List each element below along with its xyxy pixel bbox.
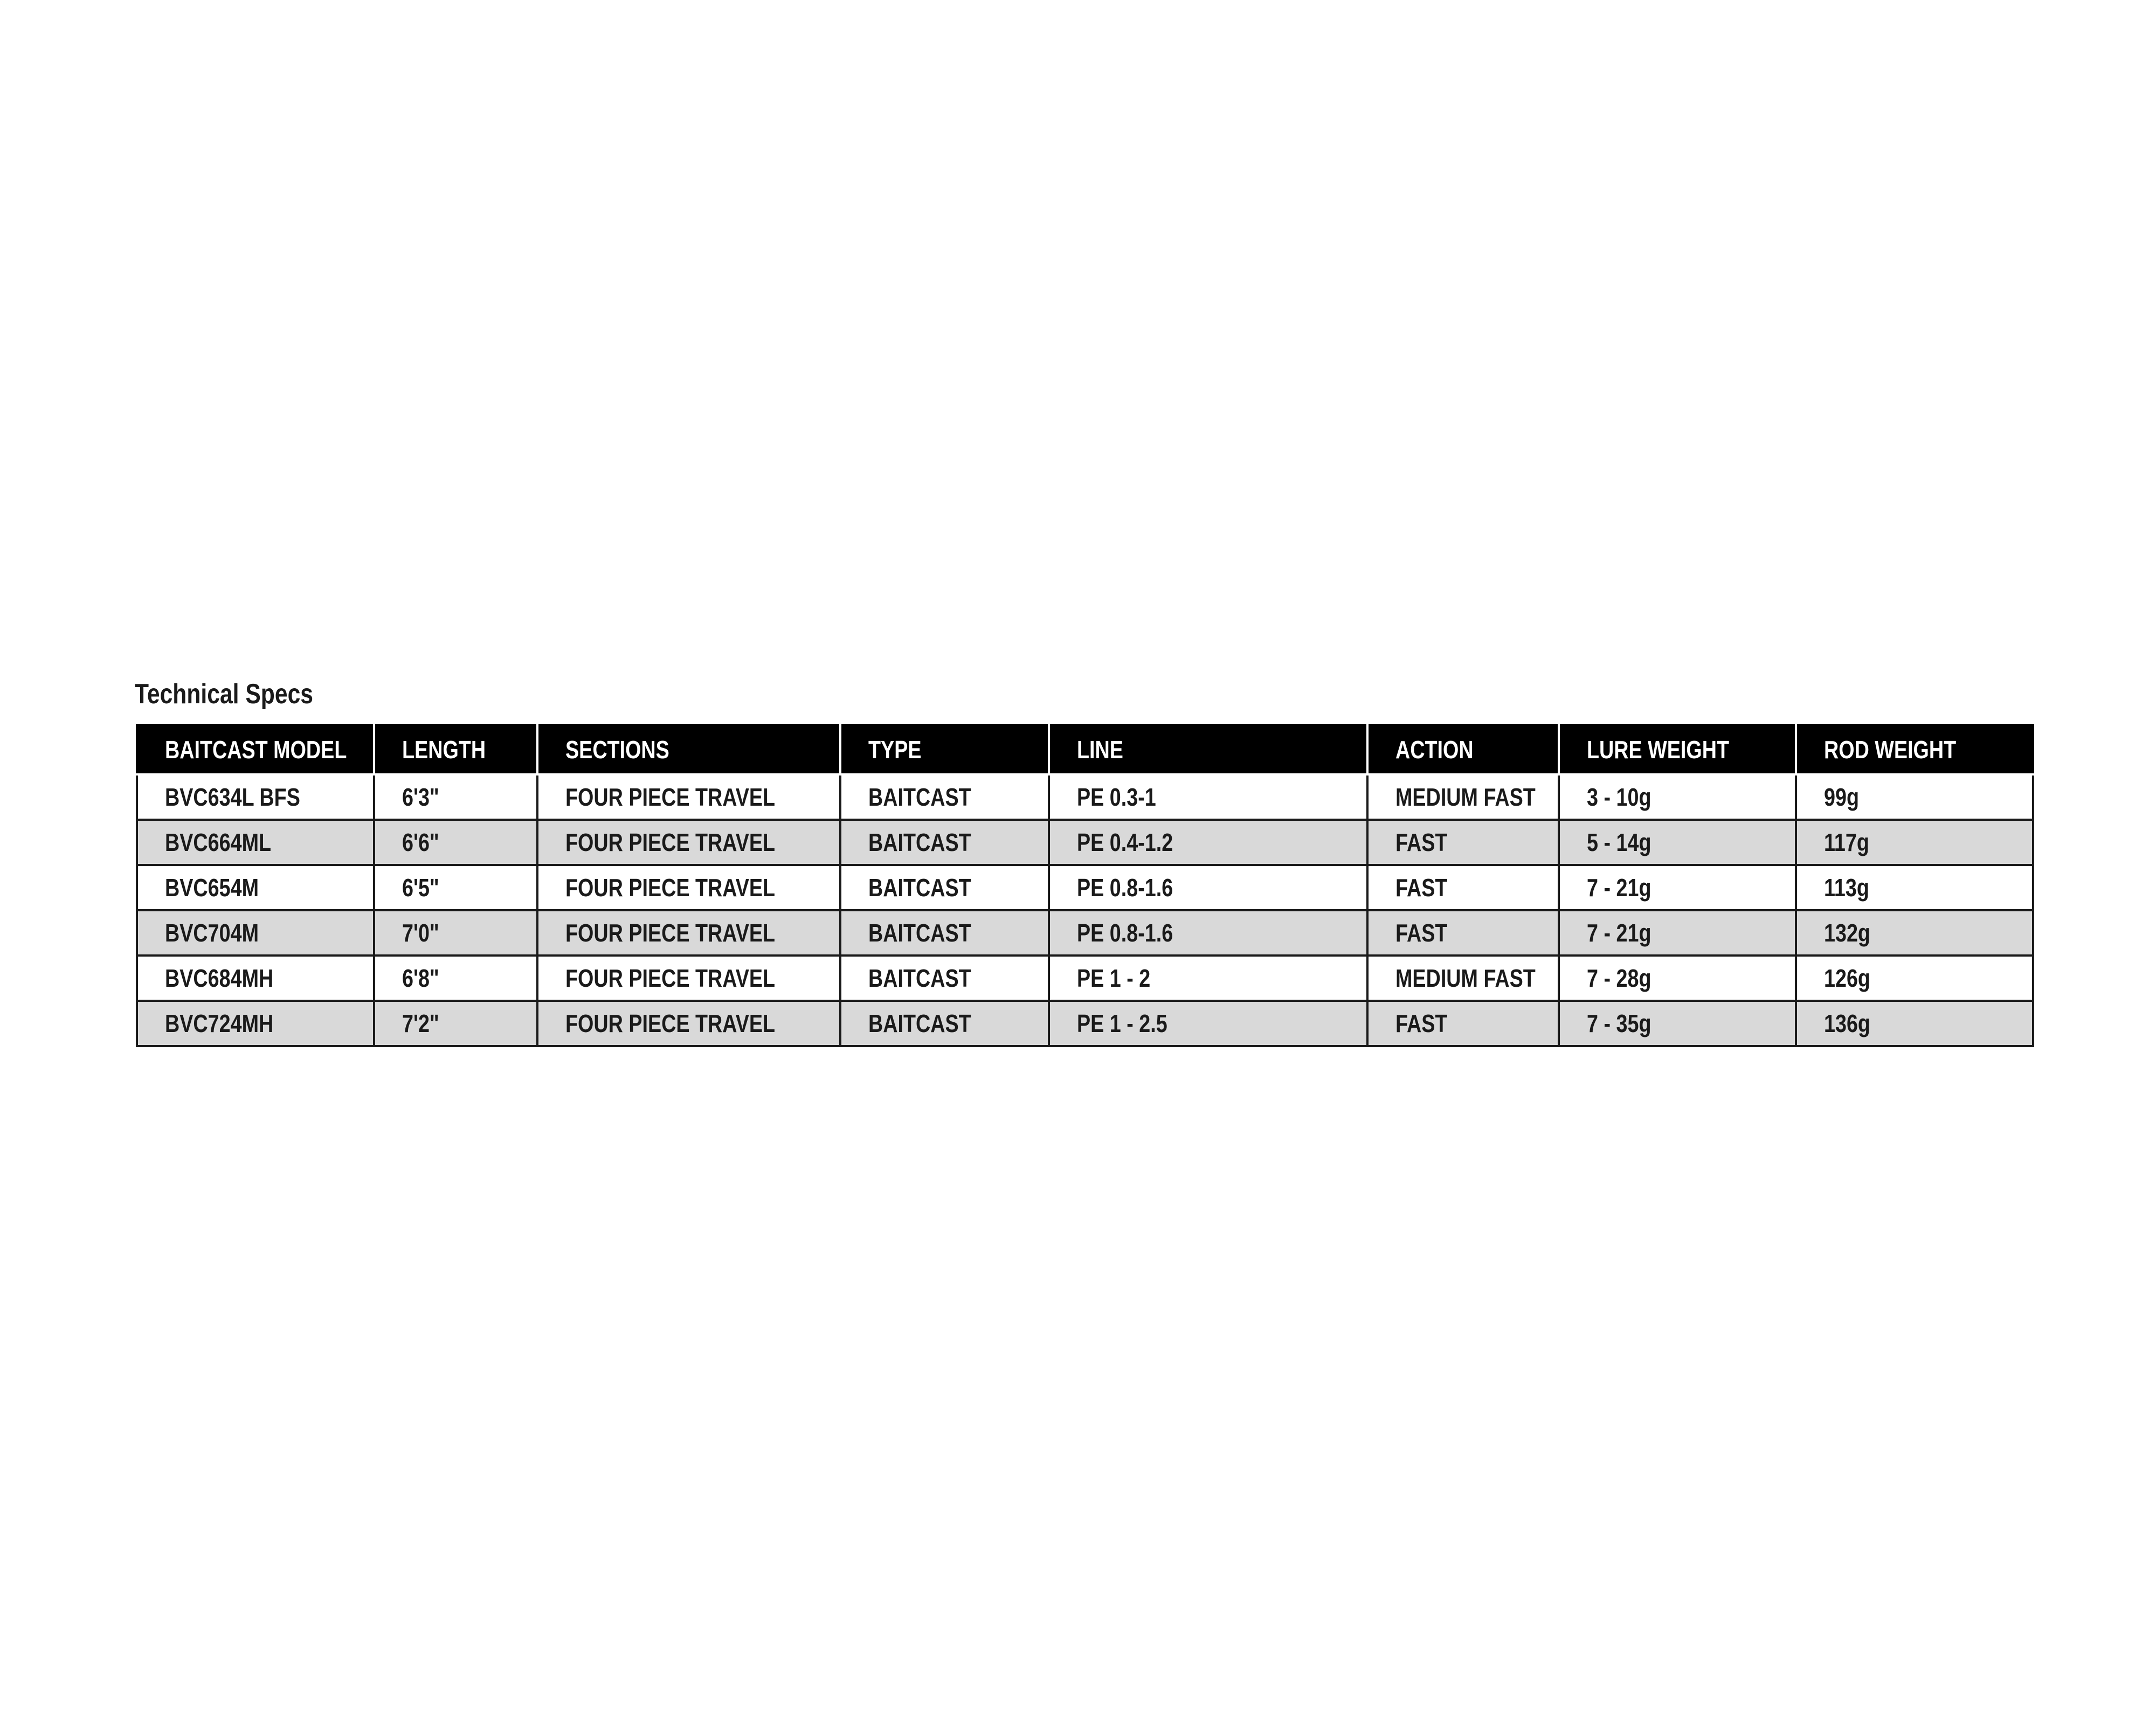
- column-header-type: TYPE: [840, 725, 1049, 774]
- cell-line: PE 0.4-1.2: [1049, 820, 1367, 865]
- cell-action: FAST: [1367, 820, 1559, 865]
- cell-type: BAITCAST: [840, 1001, 1049, 1046]
- cell-model: BVC684MH: [137, 956, 374, 1001]
- page-title: Technical Specs: [135, 678, 314, 710]
- cell-rod-weight: 126g: [1796, 956, 2033, 1001]
- cell-type: BAITCAST: [840, 910, 1049, 956]
- cell-line: PE 0.8-1.6: [1049, 910, 1367, 956]
- cell-sections: FOUR PIECE TRAVEL: [537, 774, 840, 820]
- specs-table: [136, 724, 2034, 1047]
- cell-length: 6'6": [374, 820, 537, 865]
- table-row: [137, 820, 2033, 865]
- cell-line: PE 0.3-1: [1049, 774, 1367, 820]
- cell-model: BVC704M: [137, 910, 374, 956]
- column-header-line: LINE: [1049, 725, 1367, 774]
- cell-rod-weight: 132g: [1796, 910, 2033, 956]
- cell-rod-weight: 99g: [1796, 774, 2033, 820]
- cell-length: 6'8": [374, 956, 537, 1001]
- cell-type: BAITCAST: [840, 774, 1049, 820]
- table-row: [137, 956, 2033, 1001]
- column-header-lure-weight: LURE WEIGHT: [1559, 725, 1796, 774]
- cell-rod-weight: 136g: [1796, 1001, 2033, 1046]
- cell-length: 7'2": [374, 1001, 537, 1046]
- cell-lure-weight: 7 - 35g: [1559, 1001, 1796, 1046]
- cell-lure-weight: 7 - 21g: [1559, 865, 1796, 910]
- cell-type: BAITCAST: [840, 865, 1049, 910]
- cell-sections: FOUR PIECE TRAVEL: [537, 865, 840, 910]
- cell-line: PE 1 - 2.5: [1049, 1001, 1367, 1046]
- cell-rod-weight: 113g: [1796, 865, 2033, 910]
- column-header-length: LENGTH: [374, 725, 537, 774]
- cell-lure-weight: 7 - 21g: [1559, 910, 1796, 956]
- column-header-rod-weight: ROD WEIGHT: [1796, 725, 2033, 774]
- cell-lure-weight: 7 - 28g: [1559, 956, 1796, 1001]
- cell-action: FAST: [1367, 1001, 1559, 1046]
- cell-length: 6'3": [374, 774, 537, 820]
- cell-length: 6'5": [374, 865, 537, 910]
- cell-model: BVC724MH: [137, 1001, 374, 1046]
- column-header-action: ACTION: [1367, 725, 1559, 774]
- cell-lure-weight: 3 - 10g: [1559, 774, 1796, 820]
- cell-action: FAST: [1367, 865, 1559, 910]
- cell-sections: FOUR PIECE TRAVEL: [537, 820, 840, 865]
- cell-lure-weight: 5 - 14g: [1559, 820, 1796, 865]
- cell-type: BAITCAST: [840, 820, 1049, 865]
- cell-model: BVC654M: [137, 865, 374, 910]
- table-header-row: [137, 725, 2033, 774]
- cell-sections: FOUR PIECE TRAVEL: [537, 1001, 840, 1046]
- column-header-sections: SECTIONS: [537, 725, 840, 774]
- table-row: [137, 1001, 2033, 1046]
- column-header-model: BAITCAST MODEL: [137, 725, 374, 774]
- cell-action: MEDIUM FAST: [1367, 774, 1559, 820]
- cell-type: BAITCAST: [840, 956, 1049, 1001]
- cell-action: MEDIUM FAST: [1367, 956, 1559, 1001]
- table-row: [137, 774, 2033, 820]
- cell-line: PE 1 - 2: [1049, 956, 1367, 1001]
- cell-sections: FOUR PIECE TRAVEL: [537, 910, 840, 956]
- cell-line: PE 0.8-1.6: [1049, 865, 1367, 910]
- cell-model: BVC634L BFS: [137, 774, 374, 820]
- cell-model: BVC664ML: [137, 820, 374, 865]
- cell-length: 7'0": [374, 910, 537, 956]
- table-row: [137, 865, 2033, 910]
- cell-action: FAST: [1367, 910, 1559, 956]
- cell-rod-weight: 117g: [1796, 820, 2033, 865]
- table-row: [137, 910, 2033, 956]
- cell-sections: FOUR PIECE TRAVEL: [537, 956, 840, 1001]
